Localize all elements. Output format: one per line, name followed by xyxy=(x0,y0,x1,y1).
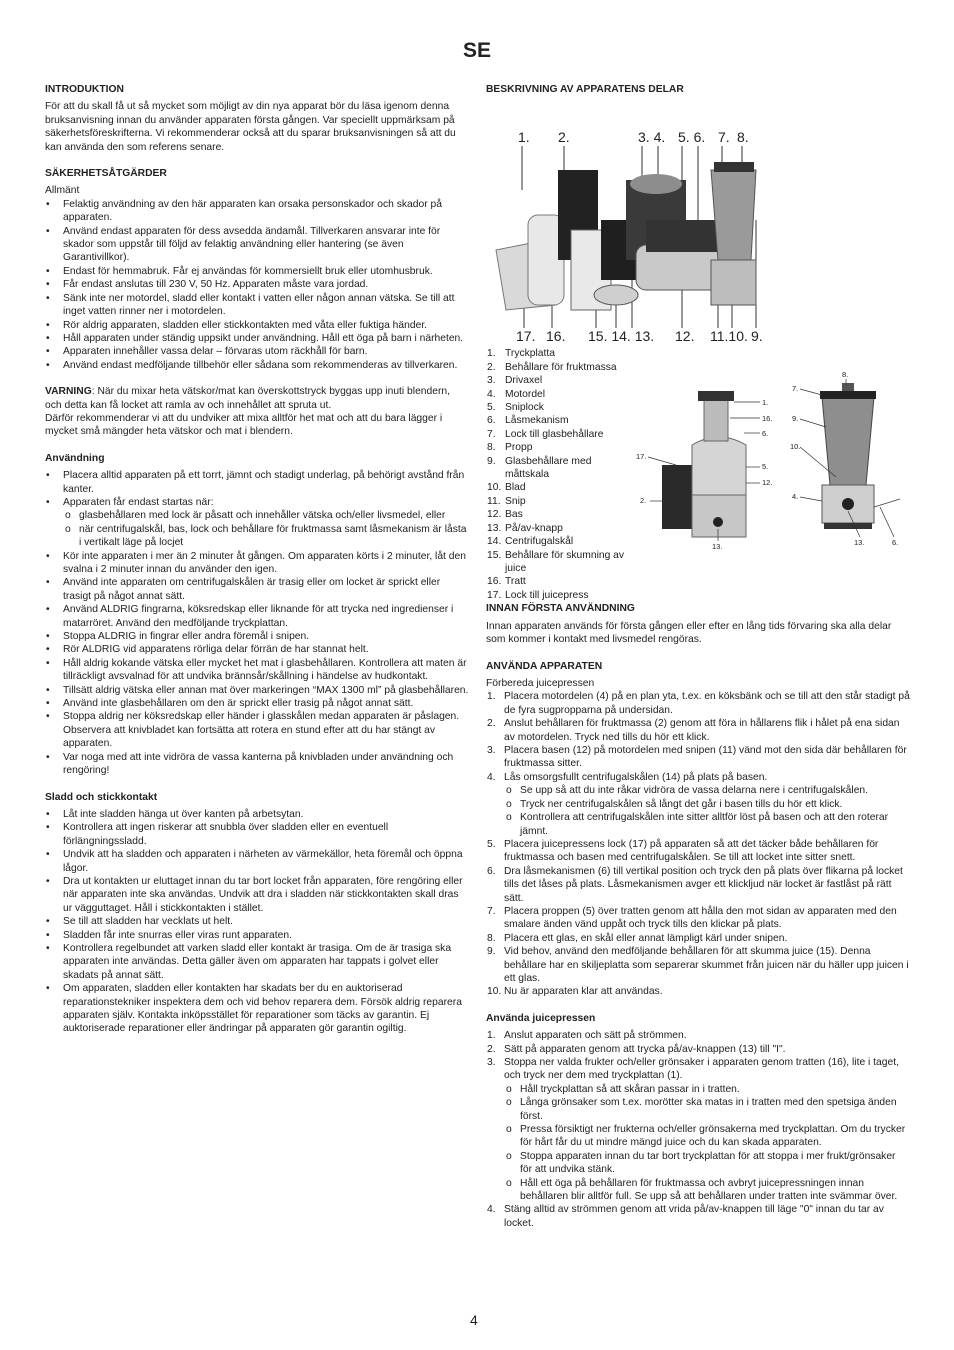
blender-label: 10. xyxy=(790,442,801,452)
overview-top-label: 7. xyxy=(718,129,730,146)
list-item xyxy=(486,428,636,441)
list-text: Propp xyxy=(505,442,533,454)
overview-top-label: 3. 4. xyxy=(638,129,666,146)
list-item: • Håll apparaten under ständig uppsikt under användning. Håll ett öga på barn i närheten. xyxy=(45,332,469,345)
list-item xyxy=(486,945,910,985)
list-number: 15. xyxy=(487,549,502,561)
list-item xyxy=(486,374,636,387)
juicer-drawing xyxy=(634,377,774,557)
intro-text: För att du skall få ut så mycket som möjligt av din nya apparat bör du läsa igenom denna bruksanvisning innan du använder apparaten första gången. Var speciellt uppmärksam på säkerhetsföreskrifterna. Vi rekommenderar också att du sparar bruksanvisningen så att du kan använda den som referens senare. xyxy=(45,101,456,153)
list-item: • Kör inte apparaten i mer än 2 minuter åt gången. Om apparaten körts i 2 minuter, låt den svalna i 2 minuter innan du använder den igen. xyxy=(45,550,469,577)
list-item xyxy=(45,496,469,550)
right-column xyxy=(486,83,910,1230)
overview-bottom-label: 12. xyxy=(675,328,695,345)
list-number: 9. xyxy=(487,946,496,958)
list-item: • Sänk inte ner motordel, sladd eller kontakt i vatten eller någon annan vätska. Se till att inget vatten rinner ner i motordelen. xyxy=(45,292,469,319)
list-text: Vid behov, använd den medföljande behållaren för att skumma juice (15). Denna behållare har en skiljeplatta som separerar skummet från juicen när du häller upp juicen i ett glas. xyxy=(504,946,909,984)
list-item: • Endast för hemmabruk. Får ej användas för kommersiellt bruk eller utomhusbruk. xyxy=(45,265,469,278)
list-item xyxy=(486,508,636,521)
list-item xyxy=(486,589,636,602)
list-text: Placera juicepressens lock (17) på apparaten så att det täcker både behållaren för fruktmassa och basen med centrifugalskålen. Se till att locket inte sitter snett. xyxy=(504,838,879,864)
overview-bottom-label: 17. xyxy=(516,328,536,345)
list-item: o Kontrollera att centrifugalskålen inte sitter alltför löst på basen och att den roterar jämnt. xyxy=(504,811,910,838)
list-text: Sniplock xyxy=(505,402,544,414)
list-text: Placera basen (12) på motordelen med snipen (11) vänd mot den sida där behållaren för fruktmassa sitter. xyxy=(504,745,907,770)
list-number: 11. xyxy=(487,495,501,507)
list-text: Placera motordelen (4) på en plan yta, t.ex. en köksbänk och se till att den står stadigt på de fyra sugpropparna på undersidan. xyxy=(504,691,910,716)
list-item: • Stoppa ALDRIG in fingrar eller andra föremål i snipen. xyxy=(45,630,469,643)
list-number: 6. xyxy=(487,865,496,877)
list-item: • Var noga med att inte vidröra de vassa kanterna på knivbladen under användning och rengöring! xyxy=(45,751,469,778)
list-item: • Apparaten innehåller vassa delar – förvaras utom räckhåll för barn. xyxy=(45,345,469,358)
list-item xyxy=(486,932,910,945)
list-number: 12. xyxy=(487,509,502,521)
list-item: • Om apparaten, sladden eller kontakten har skadats ber du en auktoriserad reparationstekniker inspektera dem och vid behov reparera dem. Försök aldrig reparera apparaten själv. Kontakta inköpsstället för reparationer som täcks av garantin. Ej auktoriserade reparationer eller ändringar på apparaten gör garantin ogiltig. xyxy=(45,982,469,1036)
safety-title: SÄKERHETSÅTGÄRDER xyxy=(45,168,167,180)
list-number: 10. xyxy=(487,986,502,998)
list-item: • Undvik att ha sladden och apparaten i närheten av värmekällor, heta föremål och öppna lågor. xyxy=(45,848,469,875)
parts-numbered-list xyxy=(486,347,636,602)
list-number: 17. xyxy=(487,589,502,601)
list-item xyxy=(486,838,910,865)
list-item: • Får endast anslutas till 230 V, 50 Hz. Apparaten måste vara jordad. xyxy=(45,278,469,291)
blender-label: 4. xyxy=(792,492,799,502)
list-item: o Håll ett öga på behållaren för fruktmassa och avbryt juicepressningen innan behållaren blir alltför full. Se upp så att behållaren under tratten inte svämmar över. xyxy=(504,1177,910,1204)
page-number: 4 xyxy=(470,1312,478,1328)
warning-paragraph xyxy=(45,385,469,412)
cord-list xyxy=(45,808,469,1036)
list-item: • Rör aldrig apparaten, sladden eller stickkontakten med våta eller fuktiga händer. xyxy=(45,319,469,332)
cord-title: Sladd och stickkontakt xyxy=(45,791,158,803)
list-text: Snip xyxy=(505,495,526,507)
list-item xyxy=(486,549,636,576)
list-number: 8. xyxy=(487,932,496,944)
list-number: 7. xyxy=(487,905,496,917)
overview-top-label: 8. xyxy=(737,129,749,146)
list-item: • Använd endast apparaten för dess avsedda ändamål. Tillverkaren ansvarar inte för skador som uppstår till följd av felaktig användning eller hantering (se även Garantivillkor). xyxy=(45,225,469,265)
description-title: BESKRIVNING AV APPARATENS DELAR xyxy=(486,84,684,95)
list-number: 6. xyxy=(487,415,496,427)
parts-overview-drawing xyxy=(486,100,910,347)
list-number: 2. xyxy=(487,1043,496,1055)
list-number: 1. xyxy=(487,691,496,703)
list-item: • Placera alltid apparaten på ett torrt, jämnt och stadigt underlag, på behörigt avstånd från kanter. xyxy=(45,469,469,496)
warning-label: VARNING xyxy=(45,386,92,398)
blender-label: 8. xyxy=(842,370,849,380)
list-item xyxy=(486,455,636,482)
list-item: • Använd inte apparaten om centrifugalskålen är trasig eller om locket är sprickt eller trasigt på något annat sätt. xyxy=(45,576,469,603)
overview-top-label: 1. xyxy=(518,129,530,146)
list-item: o när centrifugalskål, bas, lock och behållare för fruktmassa samt låsmekanism är låsta i vertikalt läge på locjet xyxy=(63,523,469,550)
list-number: 1. xyxy=(487,348,496,360)
list-number: 7. xyxy=(487,428,496,440)
usage-2-sublist xyxy=(63,509,469,549)
list-item xyxy=(486,690,910,717)
list-number: 2. xyxy=(487,718,496,730)
list-number: 5. xyxy=(487,402,496,414)
list-item: • Kontrollera att ingen riskerar att snubbla över sladden eller en eventuell förlängningssladd. xyxy=(45,821,469,848)
warning-text-2: Därför rekommenderar vi att du undviker att mixa alltför het mat och att du bara lägger i mycket små mängder heta vätskor och mat i blendern. xyxy=(45,412,443,438)
left-column xyxy=(45,83,469,1036)
list-item xyxy=(486,1056,910,1083)
list-number: 3. xyxy=(487,375,496,387)
list-text: Bas xyxy=(505,509,523,521)
step4-sublist xyxy=(504,784,910,838)
usage-title: Användning xyxy=(45,452,105,464)
list-number: 13. xyxy=(487,522,502,534)
juicer-label: 2. xyxy=(640,496,647,506)
list-item: o glasbehållaren med lock är påsatt och innehåller vätska och/eller livsmedel, eller xyxy=(63,509,469,522)
before-use-title: INNAN FÖRSTA ANVÄNDNING xyxy=(486,603,635,615)
step3-sublist xyxy=(504,1083,910,1204)
list-text: Centrifugalskål xyxy=(505,536,574,548)
intro-title: INTRODUKTION xyxy=(45,84,124,95)
parts-section xyxy=(486,347,910,602)
juicer-label: 1. xyxy=(762,398,769,408)
overview-bottom-label: 9. xyxy=(751,328,763,345)
list-item: • Håll aldrig kokande vätska eller mycket het mat i glasbehållaren. Kontrollera att maten är tillräckligt avsvalnad för att undvika brännsår/skållning i händelse av hudkontakt. xyxy=(45,657,469,684)
blender-label: 13. xyxy=(854,538,865,548)
list-item: o Håll tryckplattan så att skåran passar in i tratten. xyxy=(504,1083,910,1096)
list-text: Lock till glasbehållare xyxy=(505,428,604,440)
general-list xyxy=(45,198,469,372)
juicer-label: 6. xyxy=(762,429,769,439)
list-text: Anslut behållaren för fruktmassa (2) genom att föra in hållarens flik i hålet på ena sidan av motordelen. Tryck ned tills du hör ett klick. xyxy=(504,718,900,743)
prep-label: Förbereda juicepressen xyxy=(486,678,595,690)
list-item: • Använd ALDRIG fingrarna, köksredskap eller liknande för att trycka ned ingredienser i matarröret. Använd den medföljande tryckplattan. xyxy=(45,603,469,630)
blender-drawing xyxy=(784,367,910,559)
list-text: Tratt xyxy=(505,576,526,588)
list-item xyxy=(486,985,910,998)
list-item xyxy=(486,771,910,784)
list-text: Dra låsmekanismen (6) till vertikal position och tryck den på plats över flikarna på locket tills det låses på plats. Låsmekanismen avger ett klickljud när locket är fastlåst på rätt sätt. xyxy=(504,865,903,904)
list-item xyxy=(486,865,910,905)
prep-steps-b xyxy=(486,838,910,999)
list-number: 3. xyxy=(487,1057,496,1068)
list-item xyxy=(486,441,636,454)
list-item xyxy=(486,905,910,932)
usage-rest-list xyxy=(45,550,469,778)
overview-bottom-label: 11.10. xyxy=(710,328,748,345)
list-item xyxy=(486,575,636,588)
list-text: Stäng alltid av strömmen genom att vrida på/av-knappen till läge "0" innan du tar av locket. xyxy=(504,1204,884,1229)
list-item xyxy=(486,414,636,427)
overview-bottom-label: 15. 14. 13. xyxy=(588,328,655,345)
blender-label: 9. xyxy=(792,414,799,424)
list-text: Placera ett glas, en skål eller annat lämpligt kärl under snipen. xyxy=(504,932,788,944)
prep-steps-a xyxy=(486,690,910,784)
using-title: ANVÄNDA APPARATEN xyxy=(486,660,603,672)
parts-overview-illustration xyxy=(486,100,910,347)
list-item: • Dra ut kontakten ur eluttaget innan du tar bort locket från apparaten, före rengöring eller när apparaten inte ska användas. Undvik att dra i sladden när stickkontakten skall dras ur vägguttaget. Håll i stickkontakten i stället. xyxy=(45,875,469,915)
list-item: • Tillsätt aldrig vätska eller annan mat över markeringen “MAX 1300 ml” på glasbehållaren. xyxy=(45,684,469,697)
list-item: • Använd inte glasbehållaren om den är sprickt eller trasig på något annat sätt. xyxy=(45,697,469,710)
list-item: • Rör ALDRIG vid apparatens rörliga delar förrän de har stannat helt. xyxy=(45,643,469,656)
juicer-use-title: Använda juicepressen xyxy=(486,1012,596,1024)
list-item xyxy=(486,388,636,401)
list-item xyxy=(486,347,636,360)
page-language-code: SE xyxy=(462,39,491,62)
blender-illustration xyxy=(784,367,910,559)
list-text: Lock till juicepress xyxy=(505,589,589,601)
list-item xyxy=(486,401,636,414)
list-item xyxy=(486,361,636,374)
list-item: • Se till att sladden har vecklats ut helt. xyxy=(45,915,469,928)
list-item xyxy=(486,495,636,508)
list-text: Placera proppen (5) över tratten genom att hålla den mot sidan av apparaten med den smalare änden vänd uppåt och tryck tills den klickar på plats. xyxy=(504,905,897,931)
list-item xyxy=(486,481,636,494)
list-text: Nu är apparaten klar att användas. xyxy=(504,986,663,998)
juicer-steps-d xyxy=(486,1203,910,1230)
list-text: På/av-knapp xyxy=(505,522,563,534)
usage-list xyxy=(45,469,469,549)
list-item: • Sladden får inte snurras eller viras runt apparaten. xyxy=(45,929,469,942)
list-item: o Tryck ner centrifugalskålen så långt det går i basen tills du hör ett klick. xyxy=(504,798,910,811)
blender-label: 6. xyxy=(892,538,899,548)
usage-2-text: Apparaten får endast startas när: xyxy=(63,496,214,508)
list-number: 2. xyxy=(487,361,496,373)
list-item xyxy=(486,1203,910,1230)
list-item xyxy=(486,535,636,548)
list-item: • Kontrollera regelbundet att varken sladd eller kontakt är trasiga. Om de är trasiga ska apparaten inte användas. Detta gäller även om apparaten har tappats i golvet eller skadats på annat sätt. xyxy=(45,942,469,982)
list-number: 10. xyxy=(487,482,502,494)
list-number: 4. xyxy=(487,771,496,783)
list-text: Lås omsorgsfullt centrifugalskålen (14) på plats på basen. xyxy=(504,771,768,783)
list-item: o Se upp så att du inte råkar vidröra de vassa delarna nere i centrifugalskålen. xyxy=(504,784,910,797)
list-number: 3. xyxy=(487,745,496,757)
general-label: Allmänt xyxy=(45,185,80,197)
juicer-label: 12. xyxy=(762,478,773,488)
list-item: o Pressa försiktigt ner frukterna och/eller grönsakerna med tryckplattan. Om du trycker för hårt får du ut mindre mängd juice och du kan skada apparaten. xyxy=(504,1123,910,1150)
list-number: 4. xyxy=(487,388,496,400)
list-number: 14. xyxy=(487,536,502,548)
list-text: Stoppa ner valda frukter och/eller grönsaker i apparaten genom tratten (16), lite i taget, och tryck ner dem med tryckplattan (1). xyxy=(504,1057,899,1082)
list-text: Glasbehållare med måttskala xyxy=(505,455,592,481)
list-number: 1. xyxy=(487,1030,496,1042)
juicer-illustration xyxy=(634,377,774,557)
before-use-text: Innan apparaten används för första gången eller efter en lång tids förvaring ska alla delar som kommer i kontakt med livsmedel rengöras. xyxy=(486,620,892,646)
overview-top-label: 2. xyxy=(558,129,570,146)
juicer-label: 5. xyxy=(762,462,769,472)
overview-bottom-label: 16. xyxy=(546,328,566,345)
list-number: 16. xyxy=(487,576,502,588)
list-item: • Låt inte sladden hänga ut över kanten på arbetsytan. xyxy=(45,808,469,821)
list-item xyxy=(486,1029,910,1042)
list-item: • Stoppa aldrig ner köksredskap eller händer i glasskålen medan apparaten är påslagen. Observera att knivbladet kan fortsätta att rotera en stund efter att du har stängt av apparaten. xyxy=(45,710,469,750)
warning-text: : När du mixar heta vätskor/mat kan överskottstryck byggas upp inuti blendern, och detta kan få locket att ramla av och innehållet att spruta ut. xyxy=(45,386,450,411)
list-text: Blad xyxy=(505,482,526,494)
parts-list xyxy=(486,347,636,602)
list-item: o Långa grönsaker som t.ex. morötter ska matas in i tratten med den spetsiga änden först. xyxy=(504,1096,910,1123)
list-item xyxy=(486,522,636,535)
list-text: Behållare för fruktmassa xyxy=(505,361,617,373)
juicer-steps-c xyxy=(486,1029,910,1083)
list-text: Behållare för skumning av juice xyxy=(505,549,625,574)
list-text: Drivaxel xyxy=(505,375,543,387)
overview-top-label: 5. 6. xyxy=(678,129,706,146)
juicer-label: 16. xyxy=(762,414,773,424)
list-item: o Stoppa apparaten innan du tar bort tryckplattan för att stoppa i mer frukt/grönsaker för att undvika stänk. xyxy=(504,1150,910,1177)
list-text: Låsmekanism xyxy=(505,415,569,427)
list-number: 9. xyxy=(487,455,496,467)
list-item: • Använd endast medföljande tillbehör eller sådana som rekommenderas av tillverkaren. xyxy=(45,359,469,372)
blender-label: 7. xyxy=(792,384,799,394)
list-text: Sätt på apparaten genom att trycka på/av-knappen (13) till "I". xyxy=(504,1043,786,1055)
list-number: 8. xyxy=(487,442,496,454)
list-text: Anslut apparaten och sätt på strömmen. xyxy=(504,1030,687,1042)
list-item xyxy=(486,744,910,771)
list-number: 5. xyxy=(487,838,496,850)
list-item xyxy=(486,1043,910,1056)
juicer-label: 13. xyxy=(712,542,723,552)
list-text: Motordel xyxy=(505,388,546,400)
list-item xyxy=(486,717,910,744)
list-number: 4. xyxy=(487,1204,496,1216)
list-text: Tryckplatta xyxy=(505,348,555,360)
list-item: • Felaktig användning av den här apparaten kan orsaka personskador och skador på apparaten. xyxy=(45,198,469,225)
juicer-label: 17. xyxy=(636,452,647,462)
